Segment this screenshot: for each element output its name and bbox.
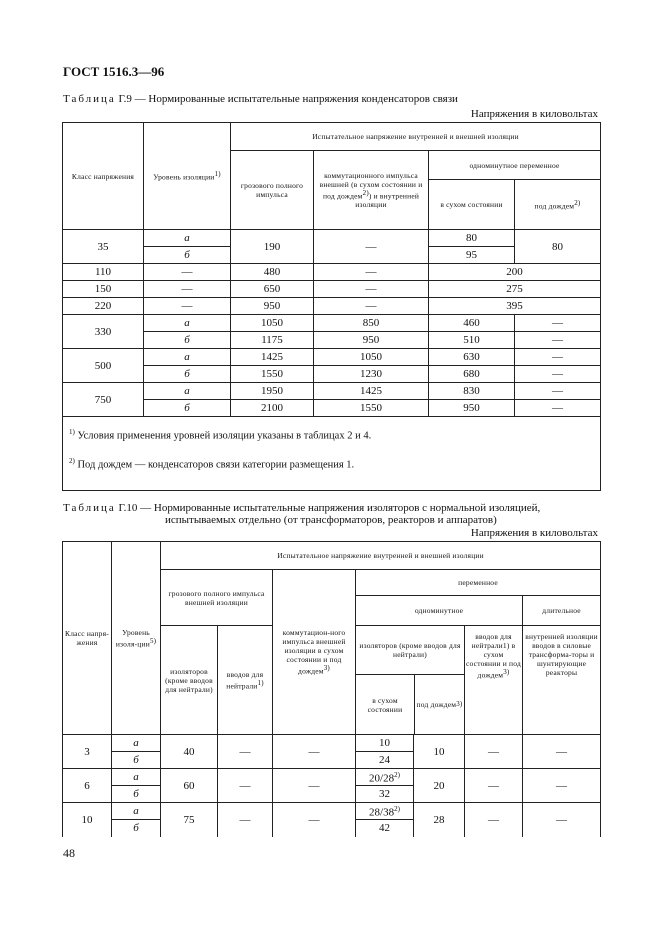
t9-cell-lightning: 2100 [231, 400, 314, 417]
t10-h-internal: внутренней изоляции вводов в силовые трансформа-торы и шунтирующие реакторы [523, 626, 601, 735]
t10-h-neutral-ac-sup: 3) [503, 668, 510, 676]
t10-cell-switching: — [273, 803, 356, 837]
t10-cell-level: б [112, 786, 161, 803]
t9-cell-lightning: 1425 [231, 349, 314, 366]
t10-cell-rain: 20 [414, 769, 465, 803]
table9-caption-label: Таблица [63, 93, 116, 105]
t10-h-neutral-ac-text: вводов для нейтрали1) в сухом состоянии и под дождем [466, 632, 521, 680]
t10-h-lightning: грозового полного импульса внешней изоляции [161, 570, 273, 626]
table10-caption-number: Г.10 [118, 502, 138, 514]
t9-footnotes [63, 417, 601, 491]
t9-cell-switching: — [314, 281, 429, 298]
t10-cell-dry-text: 28/38 [369, 806, 395, 819]
t9-cell-lightning: 650 [231, 281, 314, 298]
t10-h-switching-sup: 3) [323, 664, 330, 673]
t9-cell-rain: — [515, 315, 601, 332]
t10-cell-lightning: 60 [161, 769, 218, 803]
t10-h-rain [415, 675, 464, 734]
t10-cell-class: 3 [63, 735, 112, 769]
t9-cell-dry: 630 [429, 349, 515, 366]
t9-cell-ac: 200 [429, 264, 601, 281]
t9-footnote-2 [69, 454, 594, 473]
t9-cell-dry: 510 [429, 332, 515, 349]
t9-h-rain-text: под дождем [534, 201, 575, 211]
t10-h-neutral-ac [465, 626, 523, 735]
table9 [62, 122, 601, 491]
t10-cell-level: а [112, 803, 161, 820]
t9-h-level-sup: 1) [214, 170, 221, 179]
t9-cell-switching: 950 [314, 332, 429, 349]
t9-cell-level: а [144, 349, 231, 366]
t9-cell-lightning: 190 [231, 230, 314, 264]
t10-h-neutral-text: вводов для нейтрали [226, 669, 264, 691]
t10-cell-lightning: 40 [161, 735, 218, 769]
t9-cell-level: а [144, 383, 231, 400]
t10-cell-dry [356, 803, 414, 820]
t9-cell-lightning: 1050 [231, 315, 314, 332]
t9-cell-rain: — [515, 332, 601, 349]
t9-cell-switching: — [314, 264, 429, 281]
t10-cell-neutral: — [218, 803, 273, 837]
t10-h-ac: переменное [356, 570, 601, 596]
t10-h-insulators: изоляторов (кроме вводов для нейтрали) [161, 626, 218, 735]
t10-h-dry: в сухом состоянии [356, 675, 415, 734]
t10-cell-dry [356, 769, 414, 786]
t9-h-level-text: Уровень изоляции [153, 172, 215, 182]
t10-cell-dry: 10 [356, 735, 414, 752]
t9-footnote-1-text: Условия применения уровней изоляции указаны в таблицах 2 и 4. [74, 430, 372, 442]
t10-cell-neutral-ac: — [465, 803, 523, 837]
t10-h-switching [273, 570, 356, 735]
t9-cell-switching: 1230 [314, 366, 429, 383]
t10-cell-neutral: — [218, 735, 273, 769]
t9-cell-switching: — [314, 230, 429, 264]
t9-h-level [144, 123, 231, 230]
standard-header: ГОСТ 1516.3—96 [63, 64, 165, 79]
t9-h-rain-sup: 2) [574, 198, 581, 207]
table9-caption-title: — Нормированные испытательные напряжения конденсаторов связи [131, 93, 458, 105]
t9-cell-dry: 80 [429, 230, 515, 247]
t9-cell-level: — [144, 298, 231, 315]
t9-h-single: одноминутное переменное [429, 151, 601, 180]
t10-cell-dry-text: 20/28 [369, 772, 395, 785]
t10-h-neutral-sup: 1) [257, 678, 264, 687]
t10-h-rain-sup: 3) [456, 700, 463, 708]
t9-cell-switching: 1425 [314, 383, 429, 400]
t10-cell-dry-sup: 2) [394, 771, 400, 780]
t9-cell-dry: 830 [429, 383, 515, 400]
t9-cell-dry: 460 [429, 315, 515, 332]
t9-cell-rain: — [515, 383, 601, 400]
table9-units: Напряжения в киловольтах [470, 108, 598, 120]
t9-cell-dry: 95 [429, 247, 515, 264]
t10-h-rain-text: под дождем [416, 700, 457, 709]
t9-h-lightning: грозового полного импульса [231, 151, 314, 230]
t10-h-longterm: длительное [523, 596, 601, 626]
t10-h-test: Испытательное напряжение внутренней и внешней изоляции [161, 542, 601, 570]
t10-cell-neutral-ac: — [465, 769, 523, 803]
t9-cell-class: 35 [63, 230, 144, 264]
t9-cell-rain: — [515, 366, 601, 383]
t10-h-neutral [218, 626, 273, 735]
t10-cell-dry: 32 [356, 786, 414, 803]
t9-cell-rain: — [515, 400, 601, 417]
table10-units: Напряжения в киловольтах [470, 527, 598, 539]
t10-cell-neutral-ac: — [465, 735, 523, 769]
t10-h-level-text: Уровень изоля-ции [115, 627, 150, 649]
t10-cell-lightning: 75 [161, 803, 218, 837]
t9-cell-lightning: 480 [231, 264, 314, 281]
t9-cell-lightning: 1175 [231, 332, 314, 349]
t10-cell-switching: — [273, 735, 356, 769]
t10-cell-internal: — [523, 735, 601, 769]
t10-cell-rain: 28 [414, 803, 465, 837]
t9-h-test: Испытательное напряжение внутренней и внешней изоляции [231, 123, 601, 151]
t9-footnote-2-mark: 2) [69, 456, 75, 465]
t10-cell-neutral: — [218, 769, 273, 803]
table10-caption-title1: — Нормированные испытательные напряжения изоляторов с нормальной изоляцией, [137, 502, 541, 514]
t9-cell-class: 110 [63, 264, 144, 281]
t9-cell-class: 750 [63, 383, 144, 417]
t9-cell-rain: 80 [515, 230, 601, 264]
t9-h-class: Класс напряжения [63, 123, 144, 230]
t9-h-switching-end: ) и внутренней изоляции [355, 191, 420, 210]
t9-cell-rain: — [515, 349, 601, 366]
t9-cell-level: — [144, 264, 231, 281]
t9-cell-ac: 395 [429, 298, 601, 315]
t10-cell-class: 6 [63, 769, 112, 803]
t10-cell-internal: — [523, 769, 601, 803]
t9-cell-ac: 275 [429, 281, 601, 298]
t9-h-dry: в сухом состоянии [429, 180, 515, 230]
t10-h-level-sup: 5) [149, 636, 157, 645]
t9-cell-dry: 680 [429, 366, 515, 383]
t9-cell-switching: 850 [314, 315, 429, 332]
t9-cell-class: 500 [63, 349, 144, 383]
t9-cell-switching: 1550 [314, 400, 429, 417]
table9-caption [63, 93, 458, 106]
t9-footnote-2-text: Под дождем — конденсаторов связи категории размещения 1. [74, 459, 355, 470]
page-number: 48 [63, 846, 75, 860]
t9-cell-level: б [144, 247, 231, 264]
t10-h-level [112, 542, 161, 735]
t10-cell-rain: 10 [414, 735, 465, 769]
t10-cell-level: б [112, 752, 161, 769]
t10-cell-level: б [112, 820, 161, 837]
t9-cell-dry: 950 [429, 400, 515, 417]
t9-footnote-1-mark: 1) [69, 428, 75, 436]
t10-cell-switching: — [273, 769, 356, 803]
t10-cell-level: а [112, 769, 161, 786]
table10-caption-line2: испытываемых отдельно (от трансформаторов, реакторов и аппаратов) [165, 514, 497, 526]
t10-h-oneminute: одноминутное [356, 596, 523, 626]
t10-cell-dry: 24 [356, 752, 414, 769]
t9-cell-switching: 1050 [314, 349, 429, 366]
t10-cell-internal: — [523, 803, 601, 837]
table10 [62, 541, 601, 837]
t10-cell-dry-sup: 2) [394, 805, 400, 814]
table9-caption-number: Г.9 [118, 93, 132, 105]
t9-h-switching [314, 151, 429, 230]
t9-cell-level: а [144, 315, 231, 332]
t9-cell-class: 150 [63, 281, 144, 298]
table10-caption-label: Таблица [63, 502, 116, 514]
t9-h-switching-sup: 2) [362, 188, 369, 197]
t9-cell-level: — [144, 281, 231, 298]
t10-h-switching-text: коммутацион-ного импульса внешней изоляции в сухом состоянии и под дождем [282, 628, 346, 676]
t9-cell-lightning: 1550 [231, 366, 314, 383]
t9-cell-class: 220 [63, 298, 144, 315]
t10-h-class: Класс напря-жения [63, 542, 112, 735]
t9-cell-level: а [144, 230, 231, 247]
t10-cell-dry: 42 [356, 820, 414, 837]
t9-cell-level: б [144, 332, 231, 349]
t9-cell-level: б [144, 400, 231, 417]
t9-cell-class: 330 [63, 315, 144, 349]
t9-cell-lightning: 950 [231, 298, 314, 315]
t9-cell-switching: — [314, 298, 429, 315]
t10-h-ins-ac [356, 626, 465, 735]
t9-cell-level: б [144, 366, 231, 383]
t9-h-rain [515, 180, 601, 230]
t10-h-ins-ac-title: изоляторов (кроме вводов для нейтрали) [356, 626, 464, 675]
t10-h-ins-ac-sub [356, 675, 464, 734]
t9-cell-lightning: 1950 [231, 383, 314, 400]
t10-cell-level: а [112, 735, 161, 752]
t9-footnote-1 [69, 425, 594, 444]
t9-h-switching-text: коммутационного импульса внешней (в сухом состоянии и под дождем [319, 170, 423, 201]
t10-cell-class: 10 [63, 803, 112, 837]
